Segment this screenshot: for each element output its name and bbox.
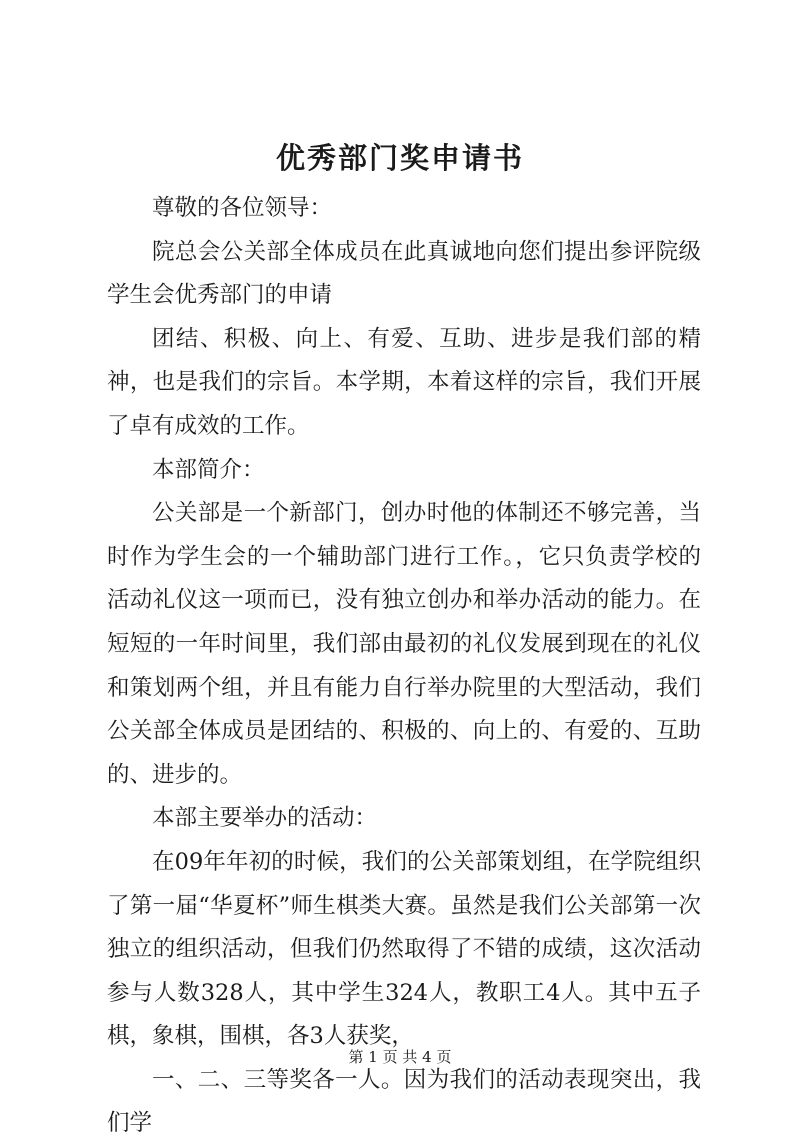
document-title: 优秀部门奖申请书	[275, 141, 524, 175]
application-paragraph: 院总会公关部全体成员在此真诚地向您们提出参评院级学生会优秀部门的申请	[107, 238, 701, 309]
spirit-paragraph: 团结、积极、向上、有爱、互助、进步是我们部的精神，也是我们的宗旨。本学期，本着这样的宗旨，我们开展了卓有成效的工作。	[107, 325, 701, 439]
document-body	[107, 187, 701, 1146]
page-number-footer: 第 1 页 共 4 页	[348, 1048, 452, 1066]
awards-paragraph: 一、二、三等奖各一人。因为我们的活动表现突出，我们学	[107, 1066, 701, 1137]
intro-heading: 本部简介：	[152, 456, 265, 483]
intro-paragraph: 公关部是一个新部门，创办时他的体制还不够完善，当时作为学生会的一个辅助部门进行工作。，它只负责学校的活动礼仪这一项而已，没有独立创办和举办活动的能力。在短短的一年时间里，我们部由最初的礼仪发展到现在的礼仪和策划两个组，并且有能力自行举办院里的大型活动，我们公关部全体成员是团结的、积极的、向上的、有爱的、互助的、进步的。	[107, 500, 701, 788]
activity-paragraph: 在09年年初的时候，我们的公关部策划组，在学院组织了第一届“华夏杯”师生棋类大赛。虽然是我们公关部第一次独立的组织活动，但我们仍然取得了不错的成绩，这次活动参与人数328人，其中学生324人，教职工4人。其中五子棋，象棋，围棋，各3人获奖，	[107, 848, 701, 1050]
salutation-paragraph: 尊敬的各位领导：	[152, 195, 333, 221]
activities-heading: 本部主要举办的活动：	[152, 805, 378, 832]
